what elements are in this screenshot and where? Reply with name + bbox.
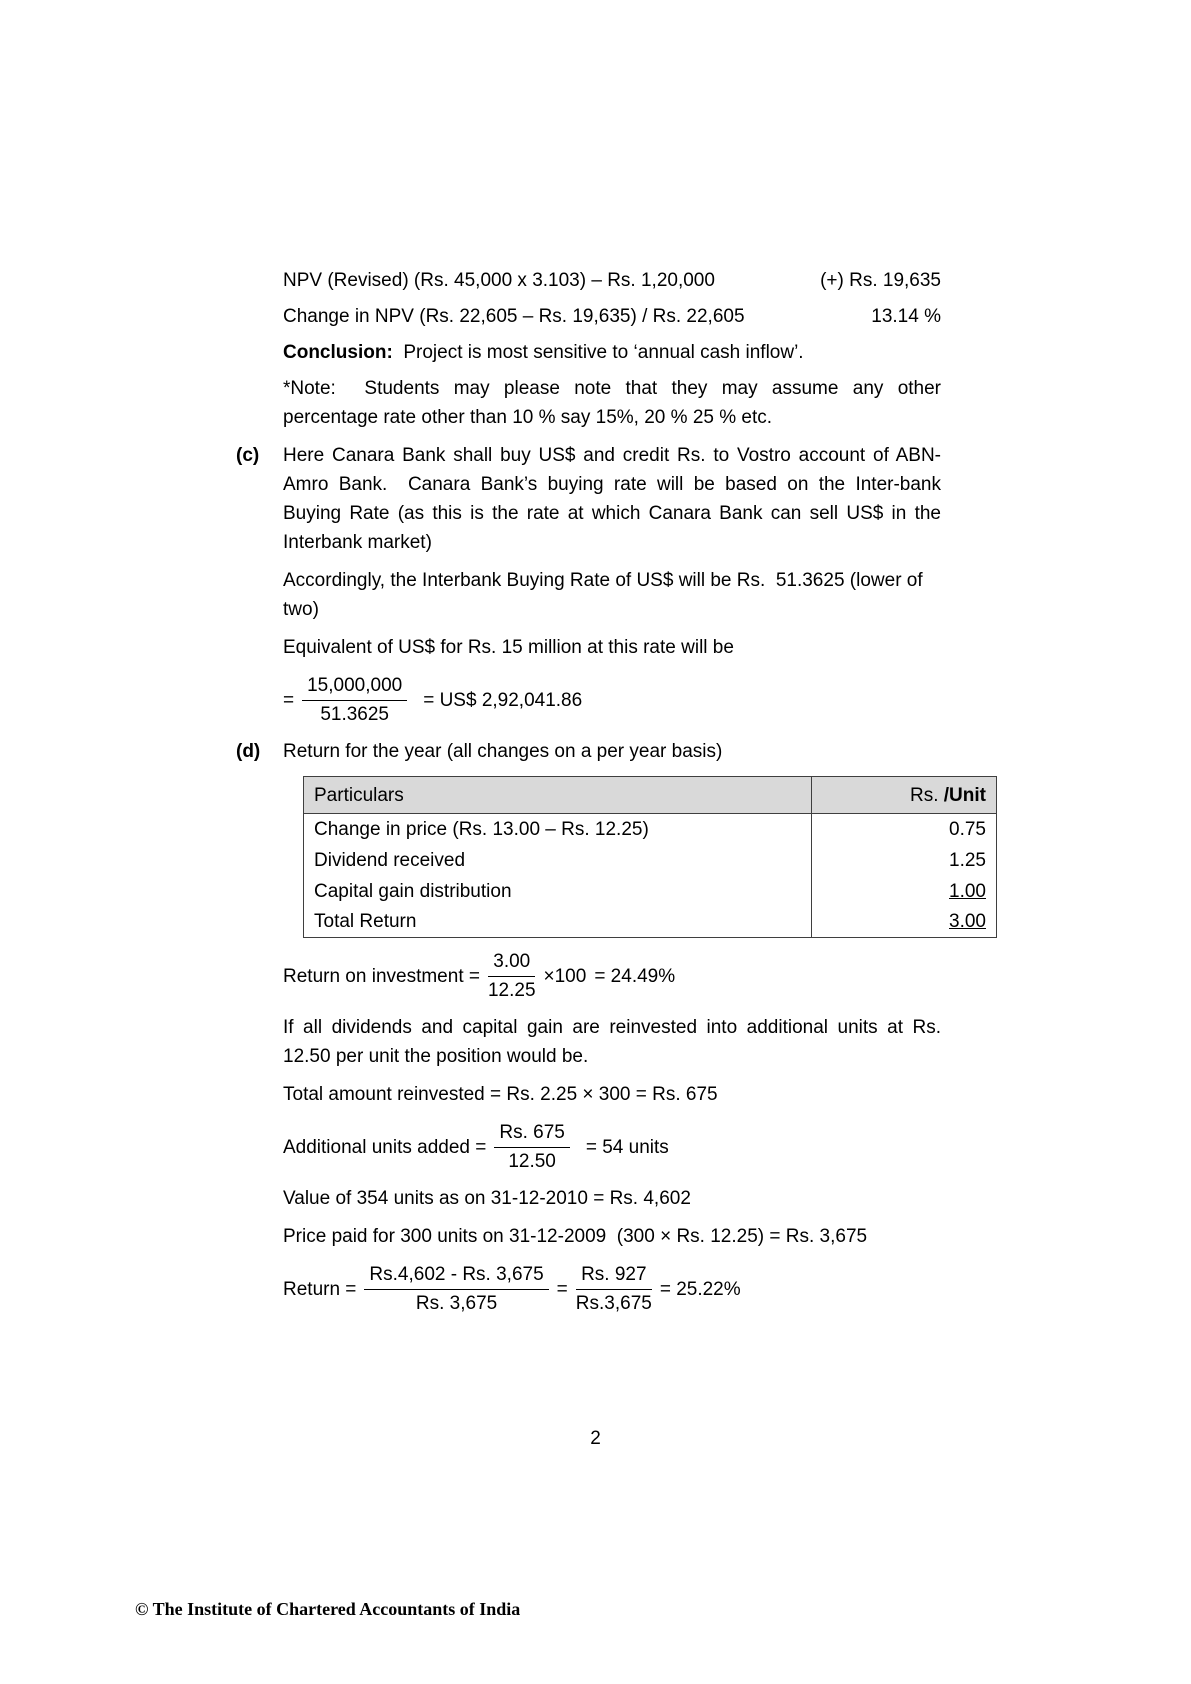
particulars-header: Particulars: [304, 777, 812, 814]
row-value: 0.75: [812, 814, 997, 845]
table-header-row: [304, 777, 997, 814]
additional-units-fraction: [494, 1121, 569, 1174]
table-row: [304, 876, 997, 907]
fraction-numerator: Rs.4,602 - Rs. 3,675: [364, 1263, 548, 1290]
return-table: [303, 776, 997, 938]
row-value: 3.00: [812, 907, 997, 938]
page-number: 2: [590, 1428, 601, 1449]
section-d-label: (d): [236, 741, 261, 762]
fraction-denominator: 12.50: [508, 1151, 556, 1172]
table-row: [304, 907, 997, 938]
table-row: [304, 845, 997, 876]
return-fraction-1: [364, 1263, 548, 1316]
section-c-paragraph-1: Here Canara Bank shall buy US$ and credit Rs. to Vostro account of ABN-Amro Bank. Canara Bank’s buying rate will be based on the Inter-bank Buying Rate (as this is the rate at which Canara Bank can sell US$ in the Interbank market): [283, 445, 947, 553]
conclusion-paragraph: [283, 338, 941, 367]
note-paragraph: *Note: Students may please note that they may assume any other percentage rate other than 10 % say 15%, 20 % 25 % etc.: [283, 378, 947, 428]
section-d-heading: Return for the year (all changes on a per year basis): [283, 741, 723, 762]
fraction-numerator: Rs. 927: [576, 1263, 651, 1290]
return-fraction-2: [576, 1263, 652, 1316]
change-in-npv-value: 13.14 %: [871, 306, 941, 327]
value-354-units-line: Value of 354 units as on 31-12-2010 = Rs. 4,602: [283, 1188, 691, 1209]
section-c-paragraph-2: Accordingly, the Interbank Buying Rate of US$ will be Rs. 51.3625 (lower of two): [283, 570, 928, 620]
copyright-footer: © The Institute of Chartered Accountants of India: [135, 1599, 521, 1619]
document-content: [236, 266, 986, 1326]
usd-equivalent-fraction: [302, 674, 407, 727]
fraction-denominator: Rs.3,675: [575, 1293, 652, 1314]
fraction-denominator: 12.25: [487, 980, 536, 1001]
change-in-npv-row: [283, 302, 941, 331]
return-on-investment-equation: [283, 950, 941, 1003]
return-result: = 25.22%: [659, 1279, 741, 1300]
section-d: [236, 737, 986, 1316]
row-value: 1.00: [812, 876, 997, 907]
reinvest-paragraph: If all dividends and capital gain are reinvested into additional units at Rs. 12.50 per unit the position would be.: [283, 1017, 941, 1067]
roi-fraction: [488, 950, 536, 1003]
section-c-paragraph-3: Equivalent of US$ for Rs. 15 million at this rate will be: [283, 637, 734, 658]
usd-equivalent-result: = US$ 2,92,041.86: [423, 690, 583, 711]
roi-label: Return on investment =: [283, 966, 480, 987]
roi-result: = 24.49%: [594, 966, 676, 987]
fraction-numerator: 15,000,000: [302, 674, 407, 701]
npv-revised-value: (+) Rs. 19,635: [820, 270, 941, 291]
npv-revised-row: [283, 266, 941, 295]
fraction-numerator: Rs. 675: [494, 1121, 569, 1148]
row-particulars: Change in price (Rs. 13.00 – Rs. 12.25): [304, 814, 812, 845]
equation-equals-sign: =: [283, 690, 295, 711]
additional-units-equation: [283, 1121, 941, 1174]
price-paid-line: Price paid for 300 units on 31-12-2009 (300 × Rs. 12.25) = Rs. 3,675: [283, 1226, 868, 1247]
conclusion-heading: Conclusion:: [283, 342, 393, 363]
table-row: [304, 814, 997, 845]
return-equation: [283, 1263, 941, 1316]
additional-units-label: Additional units added =: [283, 1137, 487, 1158]
conclusion-text: Project is most sensitive to ‘annual cash inflow’.: [392, 342, 804, 363]
rs-unit-header: [812, 777, 997, 814]
row-particulars: Capital gain distribution: [304, 876, 812, 907]
row-particulars: Total Return: [304, 907, 812, 938]
rs-unit-header-normal: Rs.: [910, 784, 944, 806]
row-value: 1.25: [812, 845, 997, 876]
row-particulars: Dividend received: [304, 845, 812, 876]
change-in-npv-label: Change in NPV (Rs. 22,605 – Rs. 19,635) / Rs. 22,605: [283, 306, 745, 327]
fraction-numerator: 3.00: [488, 950, 535, 977]
roi-multiplier: ×100: [543, 966, 587, 987]
usd-equivalent-equation: [283, 674, 941, 727]
section-c: [236, 441, 947, 727]
rs-unit-header-bold: /Unit: [943, 784, 986, 806]
npv-revised-label: NPV (Revised) (Rs. 45,000 x 3.103) – Rs. 1,20,000: [283, 270, 715, 291]
fraction-denominator: Rs. 3,675: [415, 1293, 498, 1314]
additional-units-result: = 54 units: [585, 1137, 669, 1158]
total-reinvested-line: Total amount reinvested = Rs. 2.25 × 300 = Rs. 675: [283, 1084, 718, 1105]
fraction-denominator: 51.3625: [320, 704, 389, 725]
section-c-label: (c): [236, 445, 260, 466]
return-equals-sign: =: [556, 1279, 568, 1300]
return-label: Return =: [283, 1279, 357, 1300]
